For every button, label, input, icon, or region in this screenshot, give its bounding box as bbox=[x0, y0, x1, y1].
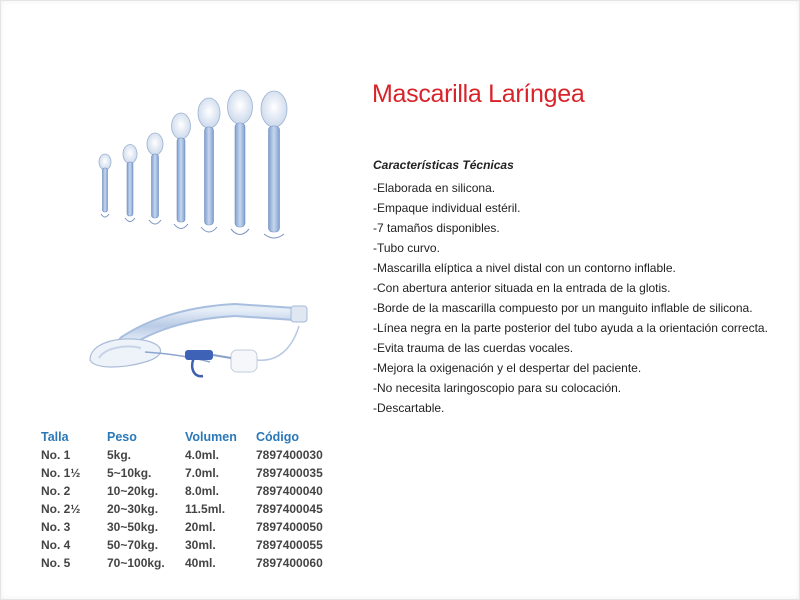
cell-code: 7897400035 bbox=[256, 466, 323, 480]
table-row bbox=[41, 554, 346, 572]
cell-size: No. 3 bbox=[41, 520, 71, 534]
cell-weight: 50~70kg. bbox=[107, 538, 159, 552]
mask-size-5 bbox=[261, 91, 287, 238]
feature-item: -7 tamaños disponibles. bbox=[373, 221, 500, 235]
cell-size: No. 5 bbox=[41, 556, 71, 570]
cell-code: 7897400050 bbox=[256, 520, 323, 534]
cell-size: No. 1 bbox=[41, 448, 71, 462]
cell-size: No. 4 bbox=[41, 538, 71, 552]
table-row bbox=[41, 500, 346, 518]
page-title: Mascarilla Laríngea bbox=[372, 80, 585, 108]
cell-size: No. 2½ bbox=[41, 502, 81, 516]
mask-size-1-5 bbox=[123, 145, 137, 222]
feature-item: -No necesita laringoscopio para su colocación. bbox=[373, 381, 622, 395]
cell-volume: 4.0ml. bbox=[185, 448, 220, 462]
feature-item: -Descartable. bbox=[373, 401, 445, 415]
feature-item: -Con abertura anterior situada en la entrada de la glotis. bbox=[373, 281, 671, 295]
column-header-size: Talla bbox=[41, 430, 69, 444]
cell-weight: 5kg. bbox=[107, 448, 132, 462]
cell-weight: 10~20kg. bbox=[107, 484, 159, 498]
feature-item: -Elaborada en silicona. bbox=[373, 181, 496, 195]
cell-size: No. 1½ bbox=[41, 466, 81, 480]
cell-code: 7897400045 bbox=[256, 502, 323, 516]
feature-item: -Tubo curvo. bbox=[373, 241, 440, 255]
column-header-code: Código bbox=[256, 430, 300, 444]
table-row bbox=[41, 464, 346, 482]
laryngeal-mask-side-view-illustration bbox=[85, 292, 325, 392]
mask-size-2-5 bbox=[172, 113, 191, 229]
column-header-weight: Peso bbox=[107, 430, 137, 444]
cell-weight: 30~50kg. bbox=[107, 520, 159, 534]
features-heading: Características Técnicas bbox=[373, 158, 514, 172]
cell-size: No. 2 bbox=[41, 484, 71, 498]
cell-volume: 20ml. bbox=[185, 520, 216, 534]
laryngeal-mask-sizes-illustration bbox=[88, 88, 288, 243]
cell-code: 7897400060 bbox=[256, 556, 323, 570]
table-row bbox=[41, 446, 346, 464]
sizes-table bbox=[41, 428, 346, 572]
cell-code: 7897400040 bbox=[256, 484, 323, 498]
column-header-volume: Volumen bbox=[185, 430, 237, 444]
feature-item: -Mascarilla elíptica a nivel distal con un contorno inflable. bbox=[373, 261, 676, 275]
cell-volume: 8.0ml. bbox=[185, 484, 220, 498]
table-row bbox=[41, 536, 346, 554]
cell-weight: 5~10kg. bbox=[107, 466, 152, 480]
cell-code: 7897400030 bbox=[256, 448, 323, 462]
cell-volume: 40ml. bbox=[185, 556, 216, 570]
feature-item: -Mejora la oxigenación y el despertar del paciente. bbox=[373, 361, 642, 375]
feature-item: -Evita trauma de las cuerdas vocales. bbox=[373, 341, 574, 355]
mask-size-1 bbox=[99, 154, 111, 217]
mask-size-2 bbox=[147, 133, 163, 224]
feature-item: -Borde de la mascarilla compuesto por un manguito inflable de silicona. bbox=[373, 301, 753, 315]
mask-size-4 bbox=[228, 90, 253, 235]
feature-item: -Empaque individual estéril. bbox=[373, 201, 521, 215]
cell-volume: 11.5ml. bbox=[185, 502, 226, 516]
cell-code: 7897400055 bbox=[256, 538, 323, 552]
cell-volume: 30ml. bbox=[185, 538, 216, 552]
cell-volume: 7.0ml. bbox=[185, 466, 220, 480]
mask-size-3 bbox=[198, 98, 220, 232]
feature-item: -Línea negra en la parte posterior del tubo ayuda a la orientación correcta. bbox=[373, 321, 768, 335]
cell-weight: 20~30kg. bbox=[107, 502, 159, 516]
technical-features bbox=[373, 158, 793, 418]
features-list bbox=[373, 178, 793, 418]
table-header-row bbox=[41, 428, 346, 446]
cell-weight: 70~100kg. bbox=[107, 556, 165, 570]
table-row bbox=[41, 518, 346, 536]
table-row bbox=[41, 482, 346, 500]
